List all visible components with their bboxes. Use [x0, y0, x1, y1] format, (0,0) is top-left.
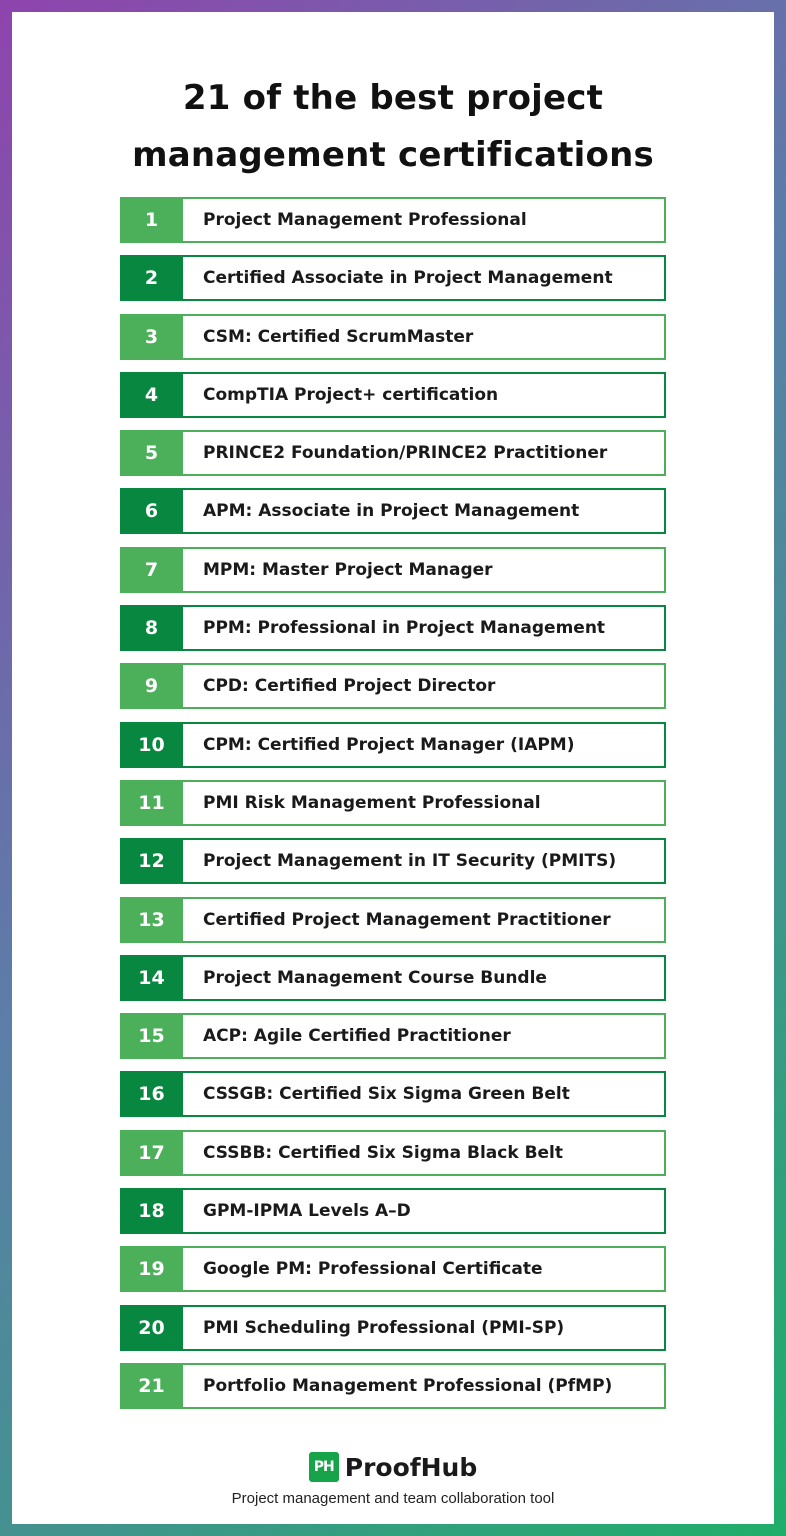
- list-item: [120, 1130, 666, 1176]
- item-number: 20: [120, 1305, 183, 1351]
- item-number: 21: [120, 1363, 183, 1409]
- list-item: [120, 663, 666, 709]
- item-label: PMI Scheduling Professional (PMI-SP): [203, 1317, 565, 1338]
- item-number: 9: [120, 663, 183, 709]
- list-item: [120, 197, 666, 243]
- item-number: 1: [120, 197, 183, 243]
- item-label-box: [183, 838, 666, 884]
- item-label: Project Management Course Bundle: [203, 967, 547, 988]
- item-number: 7: [120, 547, 183, 593]
- item-number: 4: [120, 372, 183, 418]
- item-label-box: [183, 1188, 666, 1234]
- item-number: 18: [120, 1188, 183, 1234]
- item-label: PMI Risk Management Professional: [203, 792, 541, 813]
- infographic-card: [12, 12, 774, 1524]
- item-label: Google PM: Professional Certificate: [203, 1259, 543, 1280]
- item-number: 8: [120, 605, 183, 651]
- list-item: [120, 1013, 666, 1059]
- item-label-box: [183, 197, 666, 243]
- item-label-box: [183, 430, 666, 476]
- item-number: 13: [120, 897, 183, 943]
- list-item: [120, 955, 666, 1001]
- item-label: CSSGB: Certified Six Sigma Green Belt: [203, 1084, 570, 1105]
- item-label-box: [183, 488, 666, 534]
- list-item: [120, 897, 666, 943]
- list-item: [120, 1071, 666, 1117]
- item-label: CPD: Certified Project Director: [203, 676, 496, 697]
- list-item: [120, 430, 666, 476]
- item-label: CSM: Certified ScrumMaster: [203, 326, 474, 347]
- item-label-box: [183, 955, 666, 1001]
- list-item: [120, 1188, 666, 1234]
- item-label-box: [183, 663, 666, 709]
- item-label: ACP: Agile Certified Practitioner: [203, 1026, 511, 1047]
- item-label: GPM-IPMA Levels A–D: [203, 1201, 411, 1222]
- item-label: CPM: Certified Project Manager (IAPM): [203, 734, 575, 755]
- list-item: [120, 605, 666, 651]
- item-label-box: [183, 1305, 666, 1351]
- item-number: 10: [120, 722, 183, 768]
- item-number: 12: [120, 838, 183, 884]
- item-number: 15: [120, 1013, 183, 1059]
- page-title: [12, 70, 774, 184]
- item-label-box: [183, 255, 666, 301]
- item-number: 2: [120, 255, 183, 301]
- list-item: [120, 722, 666, 768]
- item-label: Project Management Professional: [203, 210, 527, 230]
- item-label-box: [183, 1013, 666, 1059]
- item-label-box: [183, 897, 666, 943]
- item-number: 14: [120, 955, 183, 1001]
- item-number: 5: [120, 430, 183, 476]
- item-label-box: [183, 780, 666, 826]
- item-label-box: [183, 1246, 666, 1292]
- item-label-box: [183, 722, 666, 768]
- item-label: Certified Project Management Practitioner: [203, 909, 611, 930]
- footer: [12, 1452, 774, 1507]
- list-item: [120, 1363, 666, 1409]
- item-label-box: [183, 605, 666, 651]
- title-line-2: management certifications: [132, 135, 654, 175]
- item-label: PRINCE2 Foundation/PRINCE2 Practitioner: [203, 443, 608, 464]
- item-number: 19: [120, 1246, 183, 1292]
- list-item: [120, 1305, 666, 1351]
- list-item: [120, 838, 666, 884]
- item-label: APM: Associate in Project Management: [203, 501, 580, 522]
- item-number: 3: [120, 314, 183, 360]
- item-label: Project Management in IT Security (PMITS): [203, 851, 617, 872]
- list-item: [120, 547, 666, 593]
- proofhub-logo-icon: PH: [309, 1452, 339, 1482]
- item-number: 11: [120, 780, 183, 826]
- item-label: MPM: Master Project Manager: [203, 559, 493, 580]
- item-label-box: [183, 372, 666, 418]
- list-item: [120, 1246, 666, 1292]
- certification-list: [120, 197, 666, 1421]
- item-label-box: [183, 1071, 666, 1117]
- item-number: 6: [120, 488, 183, 534]
- title-line-1: 21 of the best project: [182, 78, 604, 118]
- brand-name: ProofHub: [344, 1452, 478, 1482]
- item-label: CSSBB: Certified Six Sigma Black Belt: [203, 1142, 564, 1163]
- item-label: Portfolio Management Professional (PfMP): [203, 1375, 613, 1396]
- item-label: CompTIA Project+ certification: [203, 384, 499, 405]
- list-item: [120, 372, 666, 418]
- list-item: [120, 314, 666, 360]
- item-number: 16: [120, 1071, 183, 1117]
- list-item: [120, 488, 666, 534]
- item-label-box: [183, 1363, 666, 1409]
- item-label: Certified Associate in Project Management: [203, 268, 613, 289]
- brand[interactable]: [309, 1452, 478, 1482]
- item-label: PPM: Professional in Project Management: [203, 618, 606, 639]
- item-label-box: [183, 314, 666, 360]
- tagline: Project management and team collaboration tool: [231, 1490, 555, 1507]
- item-label-box: [183, 1130, 666, 1176]
- list-item: [120, 780, 666, 826]
- item-number: 17: [120, 1130, 183, 1176]
- item-label-box: [183, 547, 666, 593]
- list-item: [120, 255, 666, 301]
